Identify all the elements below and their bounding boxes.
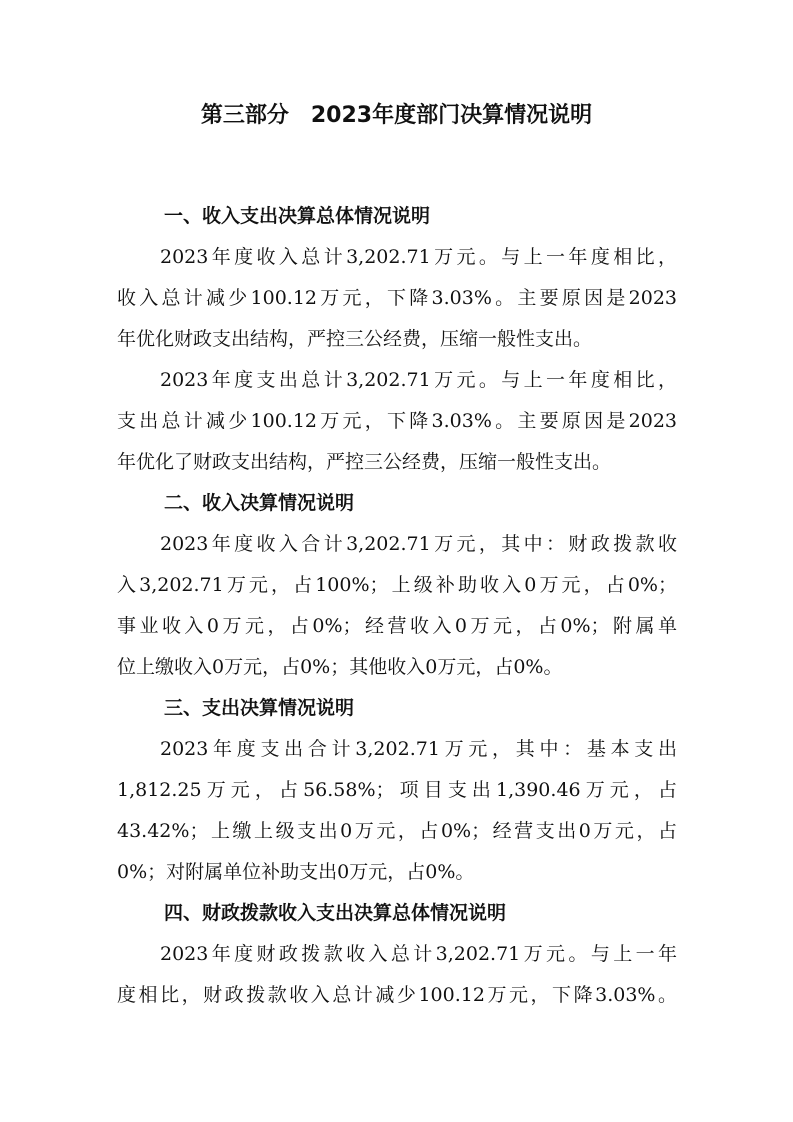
page-title: 第三部分 2023年度部门决算情况说明 bbox=[200, 103, 593, 128]
paragraph-line: 1,812.25万元，占56.58%；项目支出1,390.46万元，占 bbox=[117, 779, 677, 801]
paragraph bbox=[117, 237, 677, 360]
section-heading: 一、收入支出决算总体情况说明 bbox=[164, 205, 431, 227]
paragraph-line: 年优化财政支出结构，严控三公经费，压缩一般性支出。 bbox=[117, 328, 593, 350]
section-heading: 四、财政拨款收入支出决算总体情况说明 bbox=[164, 902, 507, 924]
section-heading: 三、支出决算情况说明 bbox=[164, 697, 355, 719]
document-body bbox=[117, 196, 677, 1016]
paragraph bbox=[117, 524, 677, 688]
paragraph-line: 2023年度支出总计3,202.71万元。与上一年度相比， bbox=[160, 369, 677, 391]
paragraph-line: 度相比，财政拨款收入总计减少100.12万元，下降3.03%。 bbox=[117, 984, 677, 1006]
paragraph-line: 位上缴收入0万元，占0%；其他收入0万元，占0%。 bbox=[117, 656, 563, 678]
paragraph-line: 2023年度收入合计3,202.71万元，其中：财政拨款收 bbox=[160, 533, 677, 555]
paragraph-line: 43.42%；上缴上级支出0万元，占0%；经营支出0万元，占 bbox=[117, 820, 677, 842]
paragraph-line: 0%；对附属单位补助支出0万元，占0%。 bbox=[117, 861, 475, 883]
paragraph-line: 年优化了财政支出结构，严控三公经费，压缩一般性支出。 bbox=[117, 451, 612, 473]
paragraph bbox=[117, 934, 677, 1016]
paragraph-line: 2023年度财政拨款收入总计3,202.71万元。与上一年 bbox=[160, 943, 677, 965]
paragraph-line: 支出总计减少100.12万元，下降3.03%。主要原因是2023 bbox=[117, 410, 677, 432]
section-heading: 二、收入决算情况说明 bbox=[164, 492, 355, 514]
paragraph-line: 2023年度收入总计3,202.71万元。与上一年度相比， bbox=[160, 246, 677, 268]
paragraph-line: 事业收入0万元，占0%；经营收入0万元，占0%；附属单 bbox=[117, 615, 677, 637]
paragraph-line: 收入总计减少100.12万元，下降3.03%。主要原因是2023 bbox=[117, 287, 677, 309]
paragraph bbox=[117, 360, 677, 483]
paragraph bbox=[117, 729, 677, 893]
paragraph-line: 入3,202.71万元，占100%；上级补助收入0万元，占0%； bbox=[117, 574, 677, 596]
paragraph-line: 2023年度支出合计3,202.71万元，其中：基本支出 bbox=[160, 738, 677, 760]
